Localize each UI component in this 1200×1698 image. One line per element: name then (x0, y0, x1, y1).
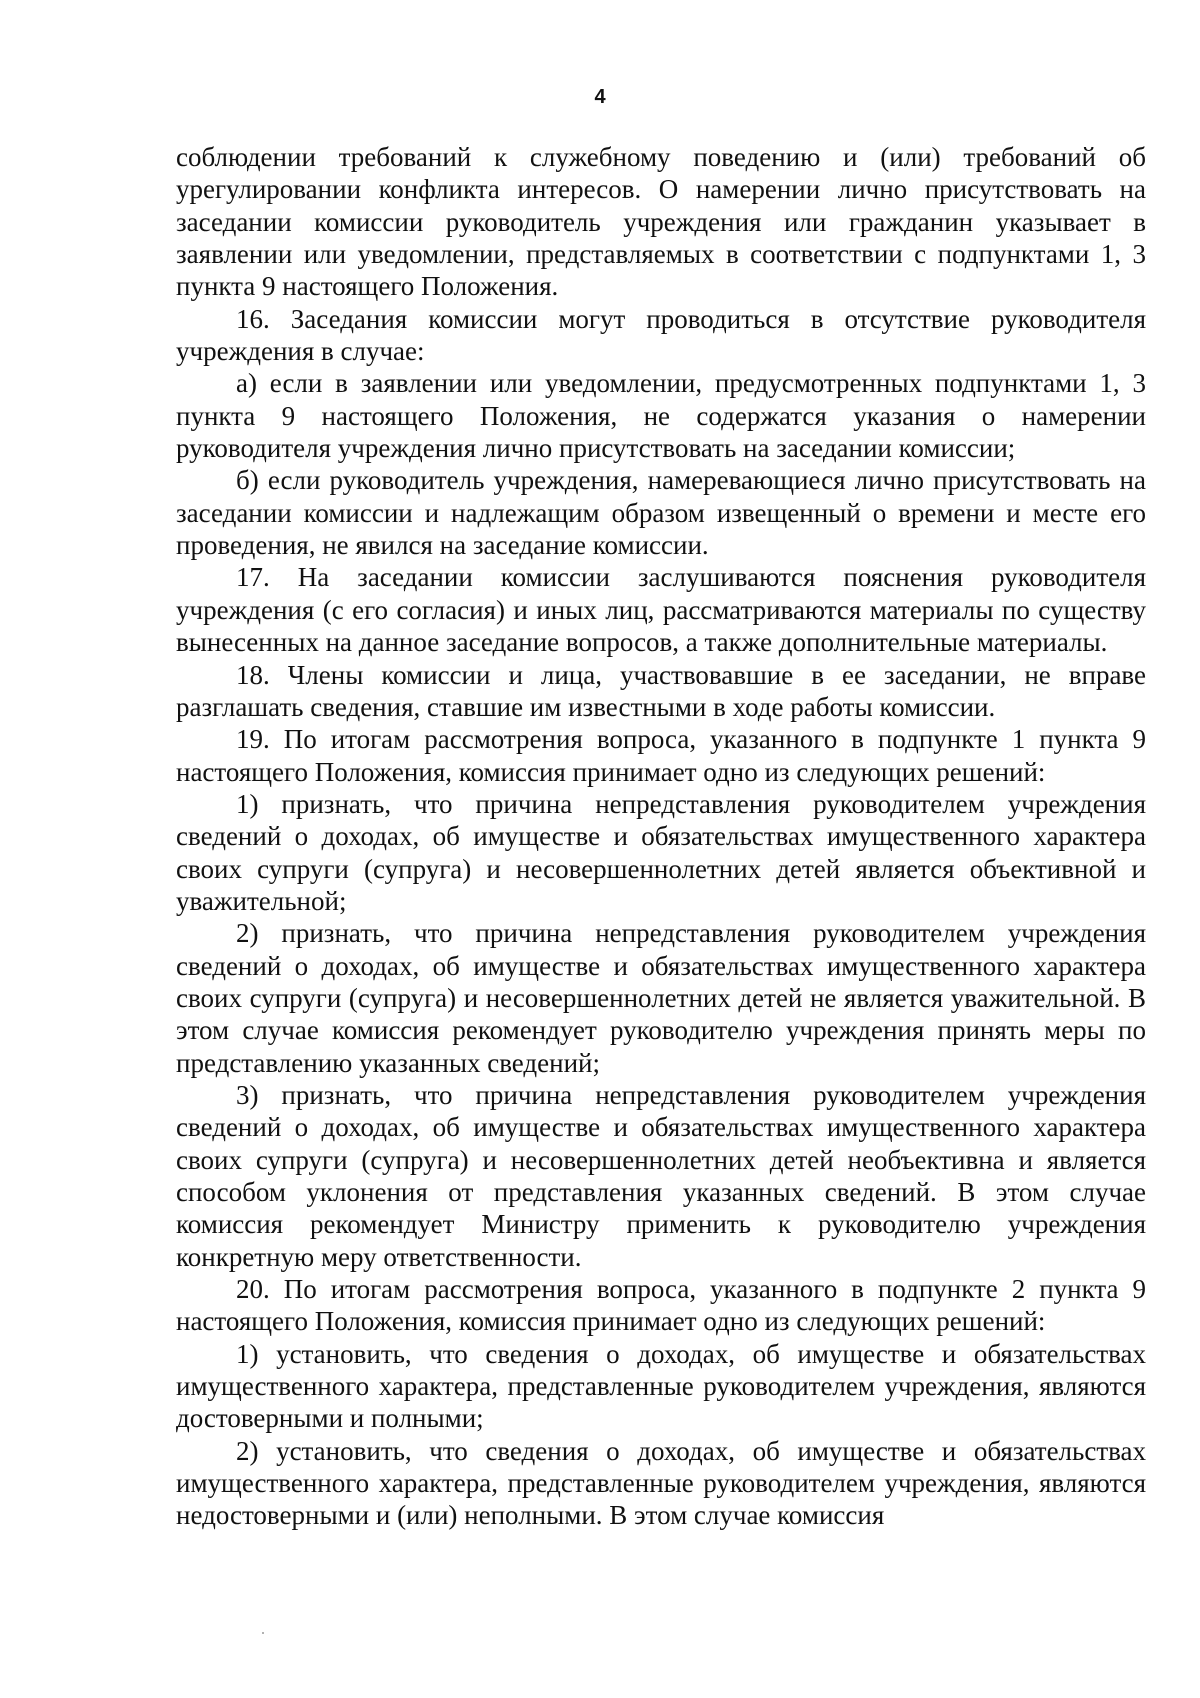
document-body (176, 141, 1146, 1532)
paragraph-17: 17. На заседании комиссии заслушиваются пояснения руководителя учреждения (с его согласия) и иных лиц, рассматриваются материалы по существу вынесенных на данное заседание вопросов, а также дополнительные материалы. (176, 562, 1146, 658)
paragraph-16-b: б) если руководитель учреждения, намеревающиеся лично присутствовать на заседании комиссии и надлежащим образом извещенный о времени и месте его проведения, не явился на заседание комиссии. (176, 465, 1146, 561)
paragraph-19-2: 2) признать, что причина непредставления руководителем учреждения сведений о доходах, об имуществе и обязательствах имущественного характера своих супруги (супруга) и несовершеннолетних детей не является уважительной. В этом случае комиссия рекомендует руководителю учреждения принять меры по представлению указанных сведений; (176, 918, 1146, 1078)
paragraph-20-1: 1) установить, что сведения о доходах, об имуществе и обязательствах имущественного характера, представленные руководителем учреждения, являются достоверными и полными; (176, 1338, 1146, 1434)
paragraph-18: 18. Члены комиссии и лица, участвовавшие в ее заседании, не вправе разглашать сведения, ставшие им известными в ходе работы комиссии. (176, 659, 1146, 722)
paragraph-19-3: 3) признать, что причина непредставления руководителем учреждения сведений о доходах, об имуществе и обязательствах имущественного характера своих супруги (супруга) и несовершеннолетних детей необъективна и является способом уклонения от представления указанных сведений. В этом случае комиссия рекомендует Министру применить к руководителю учреждения конкретную меру ответственности. (176, 1079, 1146, 1272)
paragraph-19-1: 1) признать, что причина непредставления руководителем учреждения сведений о доходах, об имуществе и обязательствах имущественного характера своих супруги (супруга) и несовершеннолетних детей является объективной и уважительной; (176, 788, 1146, 916)
paragraph-16-a: а) если в заявлении или уведомлении, предусмотренных подпунктами 1, 3 пункта 9 настоящего Положения, не содержатся указания о намерении руководителя учреждения лично присутствовать на заседании комиссии; (176, 368, 1146, 464)
paragraph-16: 16. Заседания комиссии могут проводиться в отсутствие руководителя учреждения в случае: (176, 303, 1146, 367)
paragraph-20-2: 2) установить, что сведения о доходах, об имуществе и обязательствах имущественного характера, представленные руководителем учреждения, являются недостоверными и (или) неполными. В этом случае комиссия (176, 1435, 1146, 1531)
page-number: 4 (594, 86, 606, 108)
paragraph-continuation: соблюдении требований к служебному поведению и (или) требований об урегулировании конфликта интересов. О намерении лично присутствовать на заседании комиссии руководитель учреждения или гражданин указывает в заявлении или уведомлении, представляемых в соответствии с подпунктами 1, 3 пункта 9 настоящего Положения. (176, 142, 1146, 302)
scan-speck (262, 1632, 264, 1634)
paragraph-20: 20. По итогам рассмотрения вопроса, указанного в подпункте 2 пункта 9 настоящего Положения, комиссия принимает одно из следующих решений: (176, 1274, 1146, 1337)
paragraph-19: 19. По итогам рассмотрения вопроса, указанного в подпункте 1 пункта 9 настоящего Положения, комиссия принимает одно из следующих решений: (176, 724, 1146, 787)
